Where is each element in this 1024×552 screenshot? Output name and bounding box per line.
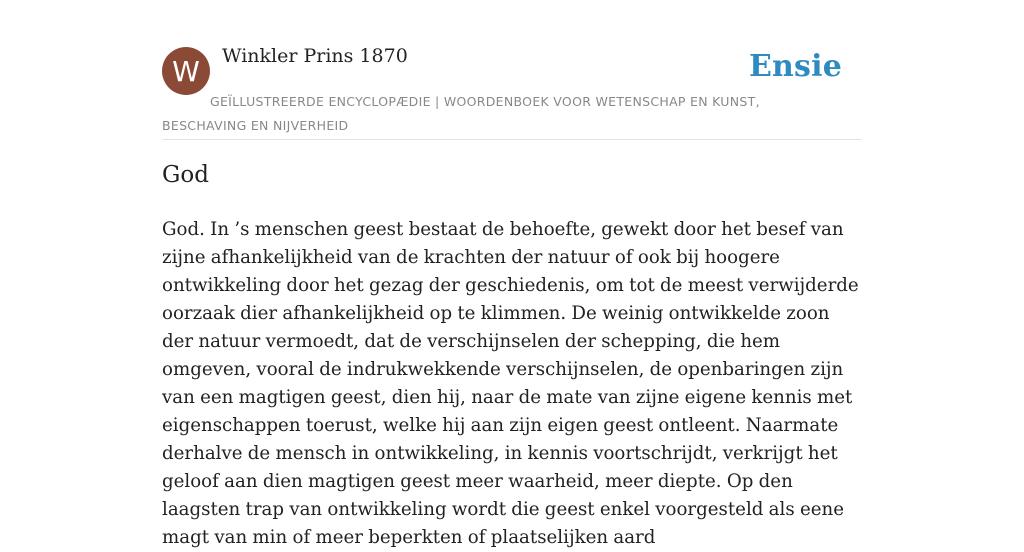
header-divider <box>162 139 862 140</box>
article-title: God <box>162 162 209 188</box>
brand-logo-link[interactable]: Ensie <box>748 49 842 84</box>
avatar-letter: W <box>172 54 200 88</box>
article-body: God. In ’s menschen geest bestaat de behoefte, gewekt door het besef van zijne afhankelijkheid van de krachten der natuur of ook bij hoogere ontwikkeling door het gezag der geschiedenis, om tot de meest verwijderde oorzaak dier afhankelijkheid op te klimmen. De weinig ontwikkelde zoon der natuur vermoedt, dat de verschijnselen der schepping, die hem omgeven, vooral de indrukwekkende verschijnselen, de openbaringen zijn van een magtigen geest, dien hij, naar de mate van zijne eigene kennis met eigenschappen toerust, welke hij aan zijn eigen geest ontleent. Naarmate derhalve de mensch in ontwikkeling, in kennis voortschrijdt, verkrijgt het geloof aan dien magtigen geest meer waarheid, meer diepte. Op den laagsten trap van ontwikkeling wordt die geest enkel voorgesteld als eene magt van min of meer beperkten of plaatselijken aard <box>162 219 859 548</box>
book-subtitle: GEÏLLUSTREERDE ENCYCLOPÆDIE | WOORDENBOEK VOOR WETENSCHAP EN KUNST, BESCHAVING EN NIJVERHEID <box>162 94 760 133</box>
book-title[interactable]: Winkler Prins 1870 <box>222 45 408 67</box>
avatar[interactable] <box>162 47 210 95</box>
page-container <box>162 0 862 548</box>
